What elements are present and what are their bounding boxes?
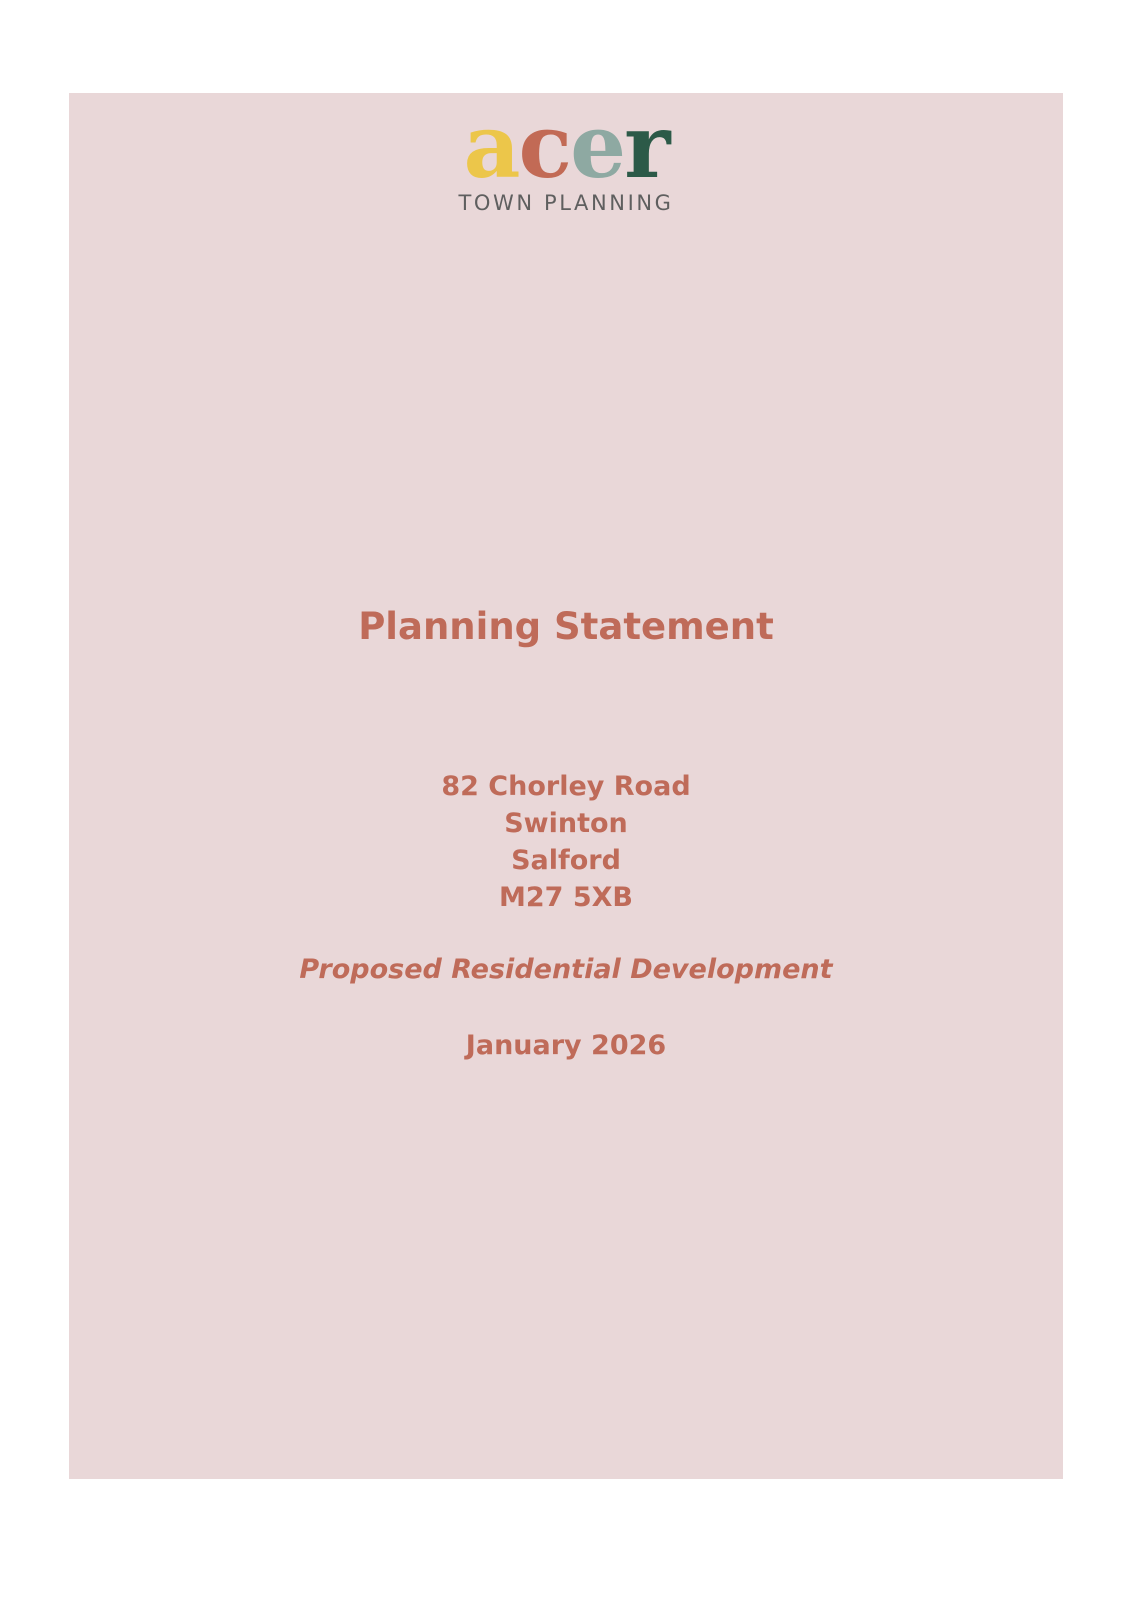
document-subtitle: Proposed Residential Development — [299, 954, 833, 985]
site-address — [69, 768, 1063, 916]
logo-letter-e: e — [570, 94, 625, 198]
logo-letter-r: r — [624, 94, 669, 198]
address-line: Salford — [511, 845, 621, 876]
cover-panel — [69, 93, 1063, 1479]
logo-subtitle: TOWN PLANNING — [458, 191, 674, 215]
logo-letter-c: c — [518, 94, 571, 198]
logo-wordmark — [69, 94, 1063, 198]
document-title: Planning Statement — [358, 605, 774, 648]
address-line: Swinton — [504, 808, 628, 839]
address-line: 82 Chorley Road — [441, 771, 691, 802]
logo-letter-a: a — [463, 94, 519, 198]
document-date: January 2026 — [465, 1030, 667, 1061]
address-line: M27 5XB — [498, 882, 634, 913]
acer-logo — [69, 94, 1063, 215]
